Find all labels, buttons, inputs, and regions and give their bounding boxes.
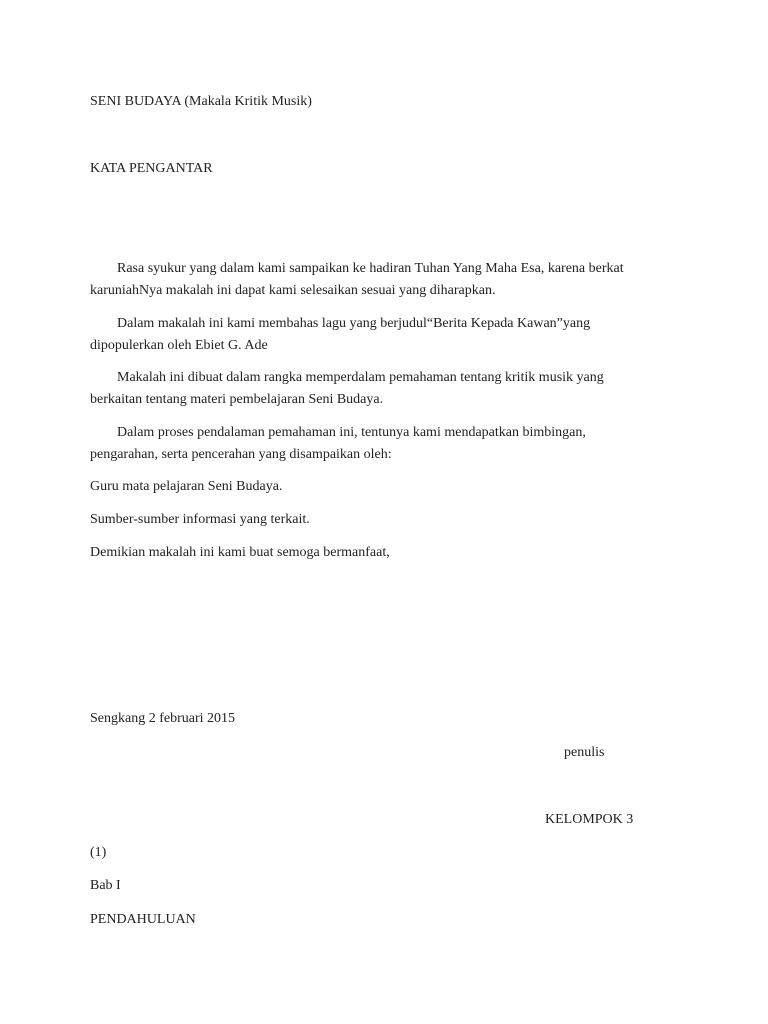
document-title: SENI BUDAYA (Makala Kritik Musik) [90, 94, 312, 109]
paragraph-line: pengarahan, serta pencerahan yang disampaikan oleh: [90, 447, 392, 462]
paragraph-line: Dalam proses pendalaman pemahaman ini, tentunya kami mendapatkan bimbingan, [117, 425, 586, 440]
page-number: (1) [90, 845, 107, 860]
paragraph [90, 367, 670, 411]
section-heading: KATA PENGANTAR [90, 161, 213, 176]
paragraph [90, 258, 670, 302]
paragraph [90, 422, 670, 466]
paragraph-line: dipopulerkan oleh Ebiet G. Ade [90, 338, 268, 353]
chapter-label: Bab I [90, 878, 121, 893]
paragraph [90, 313, 670, 357]
chapter-title: PENDAHULUAN [90, 912, 196, 927]
group-name: KELOMPOK 3 [545, 812, 634, 827]
closing-text: Demikian makalah ini kami buat semoga bermanfaat, [90, 545, 390, 560]
paragraph-line: Dalam makalah ini kami membahas lagu yang berjudul“Berita Kepada Kawan”yang [117, 316, 591, 331]
author-label: penulis [564, 745, 605, 760]
list-item: Guru mata pelajaran Seni Budaya. [90, 479, 283, 494]
paragraph-line: karuniahNya makalah ini dapat kami selesaikan sesuai yang diharapkan. [90, 283, 496, 298]
paragraph-line: berkaitan tentang materi pembelajaran Seni Budaya. [90, 392, 384, 407]
list-item: Sumber-sumber informasi yang terkait. [90, 512, 310, 527]
paragraph-line: Makalah ini dibuat dalam rangka memperdalam pemahaman tentang kritik musik yang [117, 370, 604, 385]
place-date: Sengkang 2 februari 2015 [90, 711, 236, 726]
paragraph-line: Rasa syukur yang dalam kami sampaikan ke hadiran Tuhan Yang Maha Esa, karena berkat [117, 261, 624, 276]
